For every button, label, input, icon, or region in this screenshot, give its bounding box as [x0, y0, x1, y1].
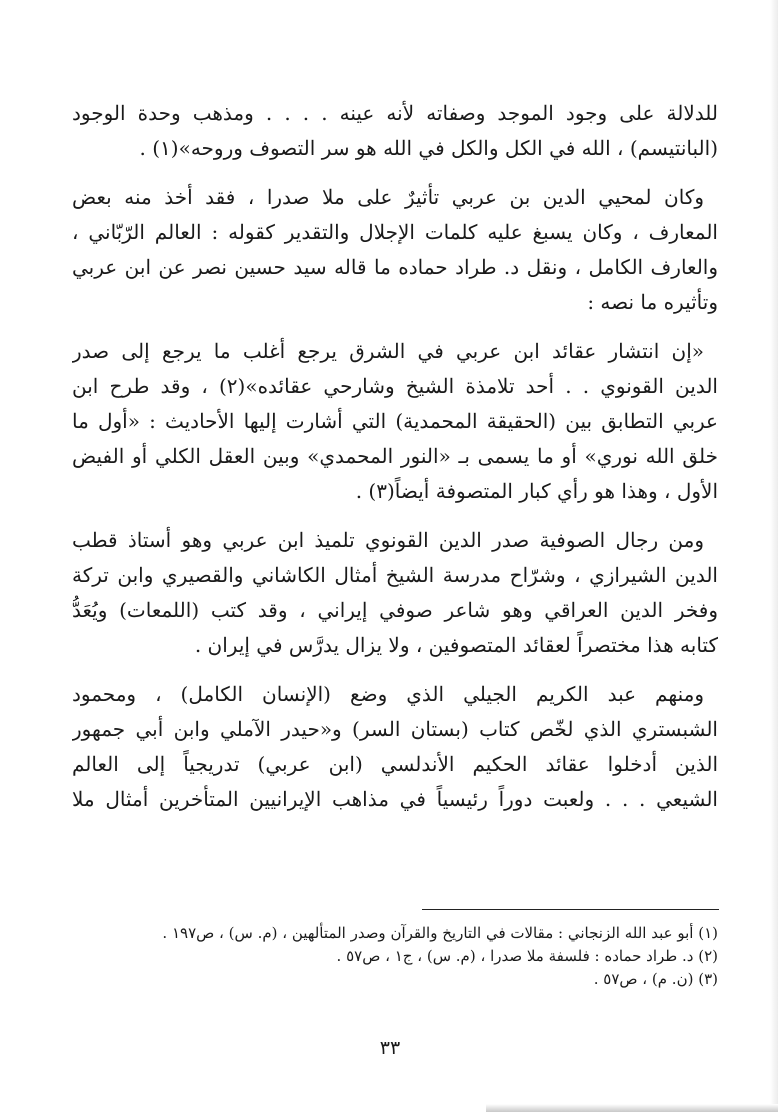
body-text [72, 96, 718, 817]
text-line: وتأثيره ما نصه : [587, 290, 718, 314]
text-line: للدلالة على وجود الموجد وصفاته لأنه عينه . . . . ومذهب وحدة الوجود [72, 101, 718, 125]
text-line: الشيعي . . . ولعبت دوراً رئيسياً في مذاهب الإيرانيين المتأخرين أمثال ملا [72, 787, 718, 811]
footnotes [150, 922, 718, 991]
paragraph-2 [72, 180, 718, 320]
page-edge-shadow [770, 0, 778, 1112]
text-line: وكان لمحيي الدين بن عربي تأثيرٌ على ملا صدرا ، فقد أخذ منه بعض [72, 185, 704, 209]
text-line: الشبستري الذي لخّص كتاب (بستان السر) و«حيدر الآملي وابن أبي جمهور [72, 717, 718, 741]
text-line: عربي التطابق بين (الحقيقة المحمدية) التي أشارت إليها الأحاديث : «أول ما [72, 409, 718, 433]
footnote-1: (١) أبو عبد الله الزنجاني : مقالات في التاريخ والقرآن وصدر المتألهين ، (م. س) ، ص١٩٧ . [162, 924, 718, 942]
text-line: الأول ، وهذا هو رأي كبار المتصوفة أيضاً(٣) . [355, 479, 718, 503]
text-line: «إن انتشار عقائد ابن عربي في الشرق يرجع أغلب ما يرجع إلى صدر [72, 339, 704, 363]
paragraph-5 [72, 677, 718, 817]
bottom-edge-shadow [486, 1104, 778, 1112]
text-line: الدين القونوي . . أحد تلامذة الشيخ وشارحي عقائده»(٢) ، وقد طرح ابن [72, 374, 718, 398]
text-line: ومنهم عبد الكريم الجيلي الذي وضع (الإنسان الكامل) ، ومحمود [72, 682, 704, 706]
paragraph-1 [72, 96, 718, 166]
page-number: ٣٣ [379, 1037, 401, 1059]
text-line: المعارف ، وكان يسبغ عليه كلمات الإجلال والتقدير كقوله : العالم الرّبّاني ، [72, 220, 718, 244]
text-line: (البانتيسم) ، الله في الكل والكل في الله هو سر التصوف وروحه»(١) . [139, 136, 718, 160]
text-line: وفخر الدين العراقي وهو شاعر صوفي إيراني ، وقد كتب (اللمعات) ويُعَدُّ [72, 598, 718, 622]
text-line: ومن رجال الصوفية صدر الدين القونوي تلميذ ابن عربي وهو أستاذ قطب [72, 528, 704, 552]
text-line: خلق الله نوري» أو ما يسمى بـ «النور المحمدي» وبين العقل الكلي أو الفيض [72, 444, 718, 468]
footnote-2: (٢) د. طراد حماده : فلسفة ملا صدرا ، (م. س) ، ج١ ، ص٥٧ . [336, 947, 718, 965]
text-line: الذين أدخلوا عقائد الحكيم الأندلسي (ابن عربي) تدريجياً إلى العالم [72, 752, 718, 776]
footnote-3: (٣) (ن. م) ، ص٥٧ . [593, 970, 718, 988]
footnote-divider [422, 909, 719, 910]
text-line: والعارف الكامل ، ونقل د. طراد حماده ما قاله سيد حسين نصر عن ابن عربي [72, 255, 718, 279]
text-line: كتابه هذا مختصراً لعقائد المتصوفين ، ولا يزال يدرَّس في إيران . [194, 633, 718, 657]
paragraph-4 [72, 523, 718, 663]
paragraph-3 [72, 334, 718, 509]
text-line: الدين الشيرازي ، وشرّاح مدرسة الشيخ أمثال الكاشاني والقصيري وابن تركة [72, 563, 718, 587]
